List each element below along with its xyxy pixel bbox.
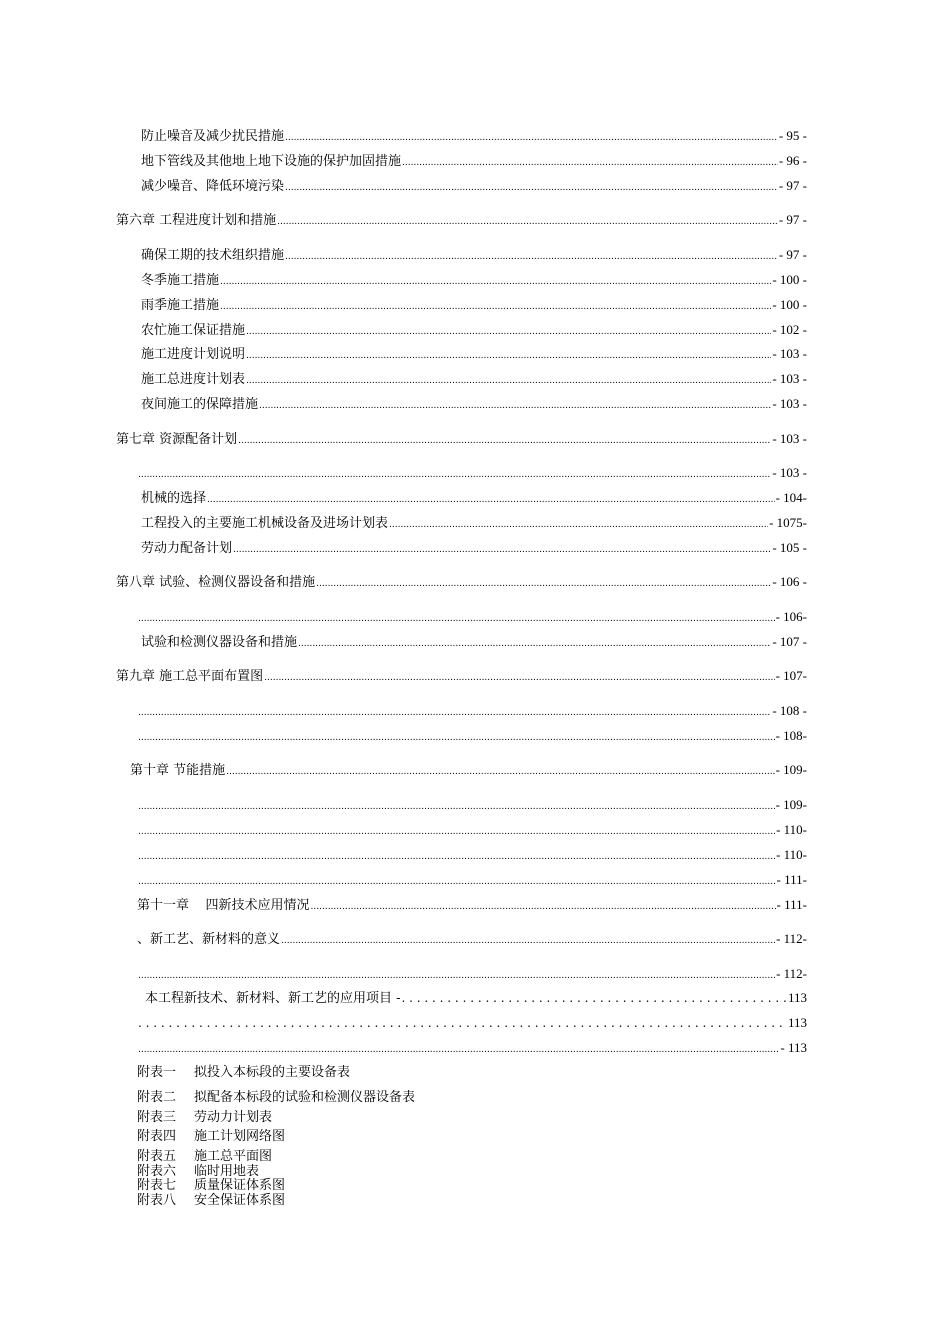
toc-entry-label: 劳动力配备计划 — [141, 541, 233, 556]
toc-leader-dots — [220, 273, 771, 291]
appendix-tag: 附表一 — [137, 1065, 177, 1080]
toc-chapter[interactable] — [116, 573, 807, 591]
toc-chapter[interactable] — [116, 211, 807, 229]
toc-entry-label: 冬季施工措施 — [141, 273, 220, 288]
toc-page-number: - 96 - — [778, 153, 807, 168]
toc-entry-label: 夜间施工的保障措施 — [141, 397, 259, 412]
toc-page-number: - 97 - — [778, 247, 807, 262]
toc-entry-label: 雨季施工措施 — [141, 298, 220, 313]
toc-page-number: - 110- — [776, 822, 807, 837]
toc-page-number: - 103 - — [772, 431, 807, 446]
toc-leader-dots — [246, 323, 771, 341]
appendix-item[interactable] — [137, 1178, 285, 1194]
toc-entry[interactable] — [137, 821, 807, 839]
appendix-item[interactable] — [137, 1129, 285, 1145]
toc-chapter[interactable] — [130, 761, 807, 779]
toc-leader-dots — [285, 179, 778, 197]
toc-page-number: - 1075- — [769, 515, 807, 530]
toc-page-number: - 109- — [775, 762, 807, 777]
appendix-tag: 附表八 — [137, 1193, 177, 1208]
toc-leader-dots — [389, 516, 768, 534]
toc-page-number: - 103 - — [772, 396, 807, 411]
toc-page-number: 113 — [787, 1015, 807, 1030]
toc-entry-label: 第八章 试验、检测仪器设备和措施 — [116, 575, 316, 590]
toc-leader-dots — [233, 541, 771, 559]
toc-entry-label: 本工程新技术、新材料、新工艺的应用项目 - — [145, 991, 401, 1006]
toc-page-number: - 97 - — [778, 178, 807, 193]
toc-leader-dots — [402, 989, 787, 1009]
toc-entry[interactable] — [141, 489, 807, 507]
toc-page-number: - 111- — [776, 872, 807, 887]
toc-page-number: - 110- — [776, 847, 807, 862]
appendix-item[interactable] — [137, 1065, 350, 1081]
toc-page-number: - 95 - — [778, 128, 807, 143]
toc-page-number: - 111- — [776, 897, 807, 912]
toc-page-number: - 107 - — [772, 634, 807, 649]
toc-leader-dots — [138, 466, 771, 484]
toc-page-number: - 112- — [776, 931, 807, 946]
toc-entry-label: 、新工艺、新材料的意义 — [137, 932, 281, 947]
toc-leader-dots — [316, 575, 771, 593]
toc-leader-dots — [264, 669, 774, 687]
appendix-title: 劳动力计划表 — [194, 1110, 273, 1125]
toc-entry[interactable] — [141, 539, 807, 557]
appendix-title: 拟配备本标段的试验和检测仪器设备表 — [194, 1090, 416, 1105]
toc-entry[interactable] — [137, 1039, 807, 1057]
toc-entry-label: 施工进度计划说明 — [141, 347, 246, 362]
toc-leader-dots — [138, 1014, 787, 1034]
toc-entry[interactable] — [137, 871, 807, 889]
toc-entry[interactable] — [145, 989, 807, 1007]
toc-page-number: - 107- — [775, 668, 807, 683]
appendix-tag: 附表七 — [137, 1178, 177, 1193]
toc-leader-dots — [220, 298, 771, 316]
toc-leader-dots — [311, 898, 776, 916]
appendix-title: 施工计划网络图 — [194, 1129, 286, 1144]
toc-entry-label: 第九章 施工总平面布置图 — [116, 669, 264, 684]
toc-page-number: - 100 - — [772, 272, 807, 287]
appendix-tag: 附表四 — [137, 1129, 177, 1144]
toc-page-number: - 112- — [776, 966, 807, 981]
toc-leader-dots — [246, 372, 771, 390]
toc-chapter[interactable] — [116, 430, 807, 448]
appendix-item[interactable] — [137, 1149, 272, 1165]
toc-entry-label: 第六章 工程进度计划和措施 — [116, 213, 277, 228]
toc-entry[interactable] — [141, 271, 807, 289]
toc-entry[interactable] — [137, 965, 807, 983]
toc-entry-label: 确保工期的技术组织措施 — [141, 248, 285, 263]
appendix-item[interactable] — [137, 1193, 285, 1209]
toc-leader-dots — [246, 347, 771, 365]
toc-leader-dots — [138, 873, 776, 891]
toc-page-number: - 106- — [775, 609, 807, 624]
toc-entry-label: 农忙施工保证措施 — [141, 323, 246, 338]
toc-leader-dots — [226, 763, 774, 781]
toc-entry-label: 防止噪音及减少扰民措施 — [141, 129, 285, 144]
toc-leader-dots — [138, 610, 775, 628]
toc-leader-dots — [138, 704, 771, 722]
toc-page-number: - 109- — [775, 797, 807, 812]
toc-entry-label: 第十一章 四新技术应用情况 — [137, 898, 310, 913]
toc-page-number: - 103 - — [772, 371, 807, 386]
toc-leader-dots — [277, 213, 778, 231]
toc-page-number: - 103 - — [772, 465, 807, 480]
toc-entry[interactable] — [137, 727, 807, 745]
toc-entry[interactable] — [137, 930, 807, 948]
toc-page-number: - 104- — [775, 490, 807, 505]
toc-entry[interactable] — [137, 846, 807, 864]
toc-leader-dots — [281, 932, 775, 950]
appendix-title: 拟投入本标段的主要设备表 — [194, 1065, 351, 1080]
toc-entry-label: 第十章 节能措施 — [130, 763, 226, 778]
toc-entry-label: 施工总进度计划表 — [141, 372, 246, 387]
toc-entry[interactable] — [141, 127, 807, 145]
appendix-title: 临时用地表 — [194, 1164, 260, 1179]
appendix-title: 质量保证体系图 — [194, 1178, 286, 1193]
toc-leader-dots — [285, 248, 778, 266]
toc-entry-label: 第七章 资源配备计划 — [116, 432, 238, 447]
toc-chapter[interactable] — [116, 667, 807, 685]
toc-entry[interactable] — [141, 345, 807, 363]
toc-entry[interactable] — [141, 246, 807, 264]
toc-entry[interactable] — [141, 633, 807, 651]
toc-entry-label: 减少噪音、降低环境污染 — [141, 179, 285, 194]
toc-leader-dots — [402, 154, 778, 172]
toc-entry[interactable] — [141, 296, 807, 314]
appendix-tag: 附表三 — [137, 1110, 177, 1125]
toc-leader-dots — [259, 397, 771, 415]
toc-entry-label: 地下管线及其他地上地下设施的保护加固措施 — [141, 154, 402, 169]
toc-entry[interactable] — [141, 395, 807, 413]
appendix-tag: 附表五 — [137, 1149, 177, 1164]
appendix-tag: 附表二 — [137, 1090, 177, 1105]
toc-page-number: - 105 - — [772, 540, 807, 555]
toc-entry[interactable] — [141, 514, 807, 532]
toc-page-number: - 106 - — [772, 574, 807, 589]
appendix-item[interactable] — [137, 1090, 415, 1106]
toc-leader-dots — [138, 729, 775, 747]
toc-entry[interactable] — [141, 152, 807, 170]
toc-page-number: - 108 - — [772, 703, 807, 718]
toc-entry-label: 机械的选择 — [141, 491, 207, 506]
toc-leader-dots — [138, 1041, 779, 1059]
toc-page-number: - 97 - — [778, 212, 807, 227]
appendix-title: 安全保证体系图 — [194, 1193, 286, 1208]
toc-leader-dots — [138, 823, 775, 841]
toc-entry[interactable] — [137, 796, 807, 814]
toc-leader-dots — [285, 129, 778, 147]
appendix-title: 施工总平面图 — [194, 1149, 273, 1164]
toc-chapter[interactable] — [137, 896, 807, 914]
toc-entry-label: 试验和检测仪器设备和措施 — [141, 635, 298, 650]
toc-leader-dots — [138, 967, 775, 985]
toc-entry-label: 工程投入的主要施工机械设备及进场计划表 — [141, 516, 389, 531]
toc-entry[interactable] — [137, 608, 807, 626]
toc-leader-dots — [138, 848, 775, 866]
toc-page-number: - 100 - — [772, 297, 807, 312]
toc-leader-dots — [238, 432, 771, 450]
toc-leader-dots — [298, 635, 771, 653]
toc-page-number: - 102 - — [772, 322, 807, 337]
toc-page-number: 113 — [787, 990, 807, 1005]
toc-page-number: - 108- — [775, 728, 807, 743]
toc-entry[interactable] — [141, 177, 807, 195]
toc-page-number: - 113 — [780, 1040, 807, 1055]
toc-entry[interactable] — [137, 464, 807, 482]
toc-entry[interactable] — [137, 702, 807, 720]
toc-page-number: - 103 - — [772, 346, 807, 361]
toc-leader-dots — [207, 491, 775, 509]
appendix-tag: 附表六 — [137, 1164, 177, 1179]
appendix-item[interactable] — [137, 1110, 272, 1126]
toc-entry[interactable] — [141, 370, 807, 388]
toc-leader-dots — [138, 798, 775, 816]
toc-entry[interactable] — [141, 321, 807, 339]
toc-entry[interactable] — [137, 1014, 807, 1032]
